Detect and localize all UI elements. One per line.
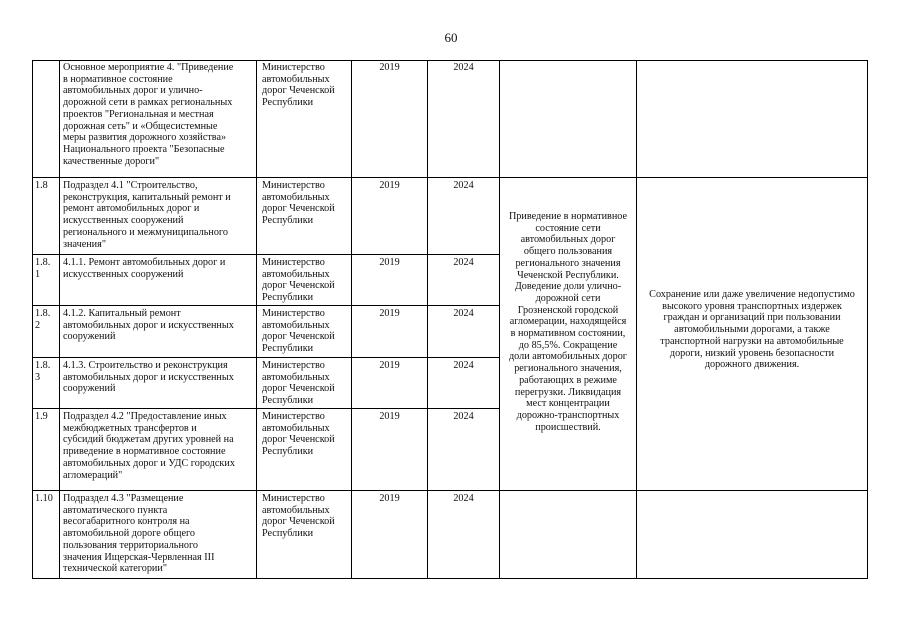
row-6-end: 2024 <box>453 493 474 504</box>
row-4-executor: Министерство автомобильных дорог Чеченской Республики <box>262 360 335 407</box>
col-sep <box>256 60 257 579</box>
row-6-start: 2019 <box>379 493 400 504</box>
row-1-end: 2024 <box>453 180 474 191</box>
row-0-title: Основное мероприятие 4. "Приведение в нормативное состояние автомобильных дорог и улично- дорожной сети в рамках региональных проектов "Региональная и местная дорожная сеть" и «Общесистемные меры развития дорожного хозяйства» Национального проекта "Безопасные качественные дороги" <box>63 62 234 167</box>
row-sep <box>32 254 500 255</box>
row-2-num: 1.8. 1 <box>35 257 51 280</box>
col-sep <box>499 60 500 579</box>
row-1-start: 2019 <box>379 180 400 191</box>
col-sep <box>59 60 60 579</box>
row-5-executor: Министерство автомобильных дорог Чеченской Республики <box>262 411 335 458</box>
row-5-start: 2019 <box>379 411 400 422</box>
row-sep <box>32 490 500 491</box>
row-sep <box>32 177 500 178</box>
page-number: 60 <box>444 30 458 45</box>
row-0-num <box>35 62 57 176</box>
row-0-end: 2024 <box>453 62 474 73</box>
row-4-start: 2019 <box>379 360 400 371</box>
merged-sep <box>499 490 868 491</box>
row-2-executor: Министерство автомобильных дорог Чеченской Республики <box>262 257 335 304</box>
row-2-title: 4.1.1. Ремонт автомобильных дорог и искусственных сооружений <box>63 257 226 280</box>
row-6-title: Подраздел 4.3 "Размещение автоматического пункта весогабаритного контроля на автомобильной дороге общего пользования территориального значения Ищерская-Червленная III технической категории" <box>63 493 215 575</box>
row-6-executor: Министерство автомобильных дорог Чеченской Республики <box>262 493 335 540</box>
row-2-start: 2019 <box>379 257 400 268</box>
row-sep <box>32 305 500 306</box>
program-table <box>32 60 868 579</box>
row-3-executor: Министерство автомобильных дорог Чеченской Республики <box>262 308 335 355</box>
col-sep <box>636 60 637 579</box>
row-1-num: 1.8 <box>35 180 48 191</box>
table-border-top <box>32 60 868 61</box>
row-4-num: 1.8. 3 <box>35 360 51 383</box>
merged-sep <box>499 177 868 178</box>
row-0-executor: Министерство автомобильных дорог Чеченской Республики <box>262 62 335 109</box>
merged-consequence-text: Сохранение или даже увеличение недопустимо высокого уровня транспортных издержек граждан и организаций при пользовании автомобильными дорогами, а также транспортной нагрузки на автомобильные дороги, низкий уровень безопасности дорожного движения. <box>649 289 855 371</box>
row-5-title: Подраздел 4.2 "Предоставление иных межбюджетных трансфертов и субсидий бюджетам других уровней на приведение в нормативное состояние автомобильных дорог и УДС городских агломераций" <box>63 411 235 481</box>
row-6-num: 1.10 <box>35 493 53 504</box>
table-border-left <box>32 60 33 579</box>
row-4-end: 2024 <box>453 360 474 371</box>
row-1-executor: Министерство автомобильных дорог Чеченской Республики <box>262 180 335 227</box>
row-1-title: Подраздел 4.1 "Строительство, реконструкция, капитальный ремонт и ремонт автомобильных дорог и искусственных сооружений регионального и межмуниципального значения" <box>63 180 231 250</box>
row-4-title: 4.1.3. Строительство и реконструкция автомобильных дорог и искусственных сооружений <box>63 360 234 395</box>
row-sep <box>32 408 500 409</box>
row-0-start: 2019 <box>379 62 400 73</box>
row-5-end: 2024 <box>453 411 474 422</box>
table-border-bottom <box>32 578 868 579</box>
merged-result-text: Приведение в нормативное состояние сети автомобильных дорог общего пользования регионального значения Чеченской Республики. Доведение доли улично- дорожной сети Грозненской городской агломерации, находящейся в нормативном состоянии, до 85,5%. Сокращение доли автомобильных дорог регионального значения, работающих в режиме перегрузки. Ликвидация мест концентрации дорожно-транспортных происшествий. <box>508 211 628 433</box>
row-5-num: 1.9 <box>35 411 48 422</box>
row-3-end: 2024 <box>453 308 474 319</box>
table-border-right <box>867 60 868 579</box>
row-2-end: 2024 <box>453 257 474 268</box>
row-sep <box>32 357 500 358</box>
row-3-start: 2019 <box>379 308 400 319</box>
row-3-num: 1.8. 2 <box>35 308 51 331</box>
row-3-title: 4.1.2. Капитальный ремонт автомобильных дорог и искусственных сооружений <box>63 308 234 343</box>
